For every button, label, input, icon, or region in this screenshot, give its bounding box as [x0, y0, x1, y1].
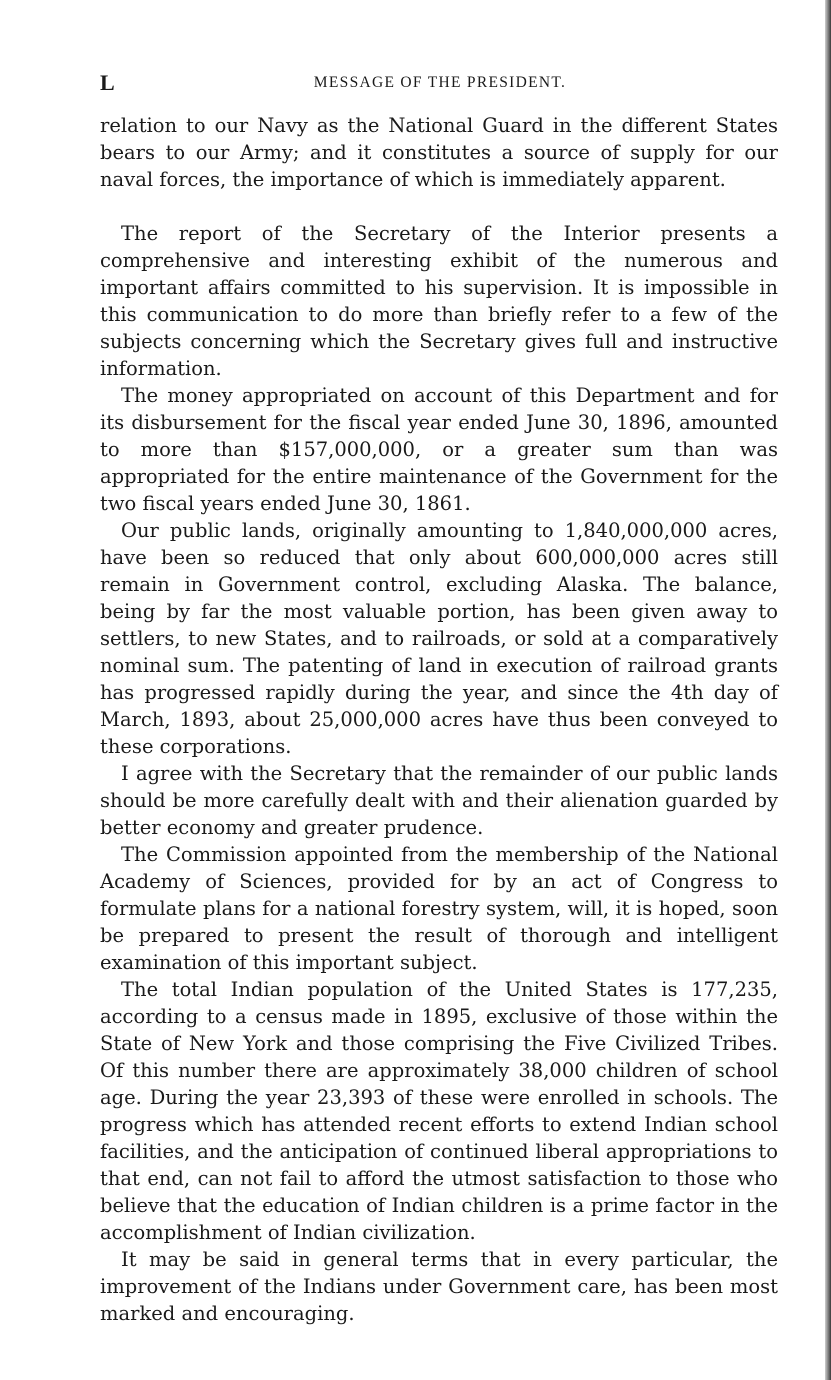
paragraph-navy-continuation: relation to our Navy as the National Guard in the different States bears to our Army; and it constitutes a source of supply for our naval forces, the importance of which is immediately apparent. [100, 114, 778, 191]
running-head: MESSAGE OF THE PRESIDENT. [313, 74, 567, 91]
page-header [100, 70, 780, 96]
body-text [100, 112, 778, 1327]
scan-edge-shadow [825, 0, 831, 1380]
paragraph-indian-improvement: It may be said in general terms that in every particular, the improvement of the Indians under Government care, has been most marked and encouraging. [100, 1248, 778, 1325]
paragraph-public-lands: Our public lands, originally amounting to 1,840,000,000 acres, have been so reduced that only about 600,000,000 acres still remain in Government control, excluding Alaska. The balance, being by far the most valuable portion, has been given away to settlers, to new States, and to railroads, or sold at a comparatively nominal sum. The patenting of land in execution of railroad grants has progressed rapidly during the year, and since the 4th day of March, 1893, about 25,000,000 acres have thus been conveyed to these corporations. [100, 519, 778, 758]
paragraph-agreement: I agree with the Secretary that the remainder of our public lands should be more carefully dealt with and their alienation guarded by better economy and greater prudence. [100, 762, 778, 839]
paragraph-indian-population: The total Indian population of the United States is 177,235, according to a census made in 1895, exclusive of those within the State of New York and those comprising the Five Civilized Tribes. Of this number there are approximately 38,000 children of school age. During the year 23,393 of these were enrolled in schools. The progress which has attended recent efforts to extend Indian school facilities, and the anticipation of continued liberal appropriations to that end, can not fail to afford the utmost satisfaction to those who believe that the education of Indian children is a prime factor in the accomplishment of Indian civilization. [100, 978, 778, 1244]
page-number: L [100, 70, 115, 95]
paragraph-forestry-commission: The Commission appointed from the membership of the National Academy of Sciences, provided for by an act of Congress to formulate plans for a national forestry system, will, it is hoped, soon be prepared to present the result of thorough and intelligent examination of this important subject. [100, 843, 778, 974]
paragraph-interior-report: The report of the Secretary of the Interior presents a comprehensive and interesting exhibit of the numerous and important affairs committed to his supervision. It is impossible in this communication to do more than briefly refer to a few of the subjects concerning which the Secretary gives full and instructive information. [100, 222, 778, 380]
paragraph-appropriations: The money appropriated on account of this Department and for its disbursement for the fiscal year ended June 30, 1896, amounted to more than $157,000,000, or a greater sum than was appropriated for the entire maintenance of the Government for the two fiscal years ended June 30, 1861. [100, 384, 778, 515]
